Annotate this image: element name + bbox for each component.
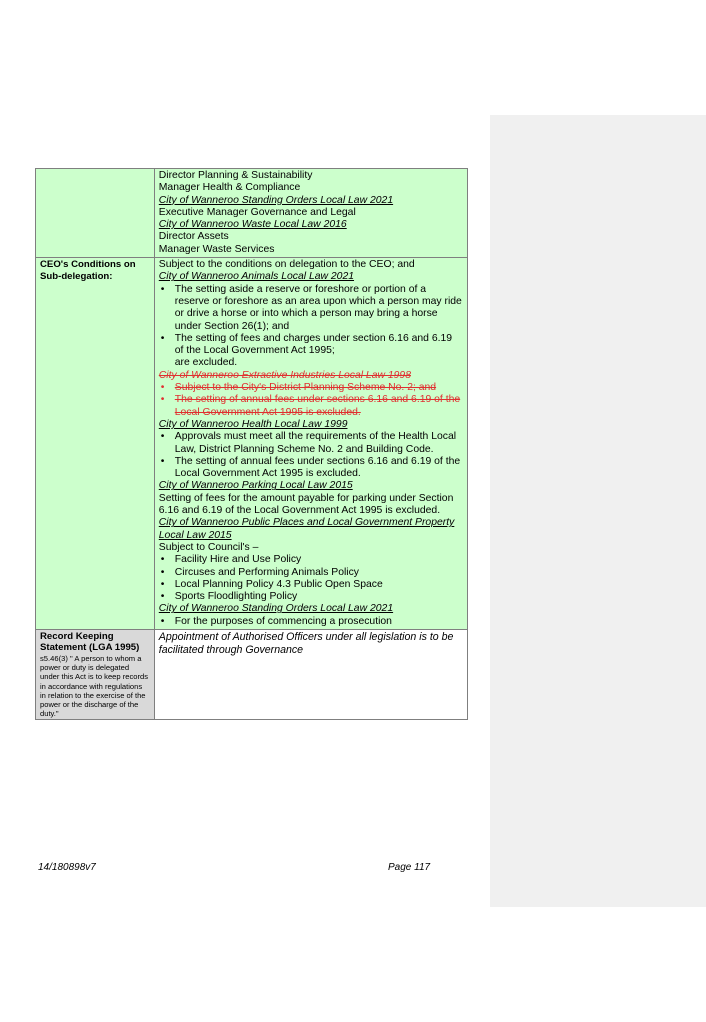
deleted-heading: City of Wanneroo Extractive Industries Local Law 1998 [158,369,411,381]
text-line: Director Assets [158,231,229,243]
local-law-heading: City of Wanneroo Animals Local Law 2021 [158,271,355,283]
bullet-item: • Facility Hire and Use Policy [159,554,463,566]
bullet-item: • Approvals must meet all the requirements of the Health Local Law, District Planning Scheme No. 2 and Building Code. [159,431,463,456]
deleted-bullet-item [159,394,463,419]
local-law-heading: City of Wanneroo Parking Local Law 2015 [158,480,353,492]
text-line: Subject to Council's – [158,541,259,553]
bullet-item: • Local Planning Policy 4.3 Public Open Space [159,579,463,591]
ceo-conditions-cell [154,258,467,630]
table-row [36,169,468,258]
text-line: Director Planning & Sustainability [158,170,313,181]
bullet-item: • For the purposes of commencing a prosecution [159,616,463,628]
table-row [36,629,468,719]
record-keeping-sublabel: s5.46(3) " A person to whom a power or duty is delegated under this Act is to keep records in accordance with regulations in relation to the exercise of the power or the discharge of the duty." [40,653,149,719]
text-line: Subject to the conditions on delegation to the CEO; and [158,259,415,271]
document-reference: 14/180898v7 [38,862,96,873]
local-law-heading: City of Wanneroo Public Places and Local Government Property Local Law 2015 [158,517,455,541]
page-number: Page 117 [388,862,431,873]
deleted-bullet-item [159,382,463,394]
local-law-heading: City of Wanneroo Waste Local Law 2016 [158,219,347,231]
text-line: are excluded. [174,357,238,369]
record-keeping-label-cell [36,629,155,719]
deleted-text: The setting of annual fees under sections 6.16 and 6.19 of the Local Government Act 1995 is excluded. [174,394,461,418]
bullet-item: • The setting aside a reserve or foreshore or portion of a reserve or foreshore as an area upon which a person may ride or drive a horse or into which a person may bring a horse under Section 26(1); and [159,284,463,333]
comments-pane [490,115,706,907]
local-law-heading: City of Wanneroo Health Local Law 1999 [158,418,348,430]
bullet-item: • The setting of fees and charges under section 6.16 and 6.19 of the Local Government Act 1995; [159,333,463,358]
text-line: Executive Manager Governance and Legal [158,206,356,218]
bullet-item: • Circuses and Performing Animals Policy [159,567,463,579]
local-law-heading: City of Wanneroo Standing Orders Local Law 2021 [158,603,394,615]
record-keeping-label: Record Keeping Statement (LGA 1995) [40,630,140,654]
table-row [36,258,468,630]
delegation-table [35,168,468,720]
local-law-heading: City of Wanneroo Standing Orders Local Law 2021 [158,194,394,206]
label-cell-empty [36,169,155,258]
record-keeping-cell [154,629,467,719]
ceo-conditions-label: CEO's Conditions on Sub-delegation: [36,258,155,630]
text-line: Manager Health & Compliance [158,182,301,194]
record-keeping-text: Appointment of Authorised Officers under all legislation is to be facilitated through Governance [158,630,454,656]
bullet-item: • Sports Floodlighting Policy [159,591,463,603]
bullet-item: • The setting of annual fees under sections 6.16 and 6.19 of the Local Government Act 1995 is excluded. [159,456,463,481]
deleted-text: Subject to the City's District Planning Scheme No. 2; and [174,382,437,394]
text-line: Manager Waste Services [158,243,275,255]
officer-list-cell [154,169,467,258]
text-line: Setting of fees for the amount payable for parking under Section 6.16 and 6.19 of the Local Government Act 1995 is excluded. [158,492,454,517]
